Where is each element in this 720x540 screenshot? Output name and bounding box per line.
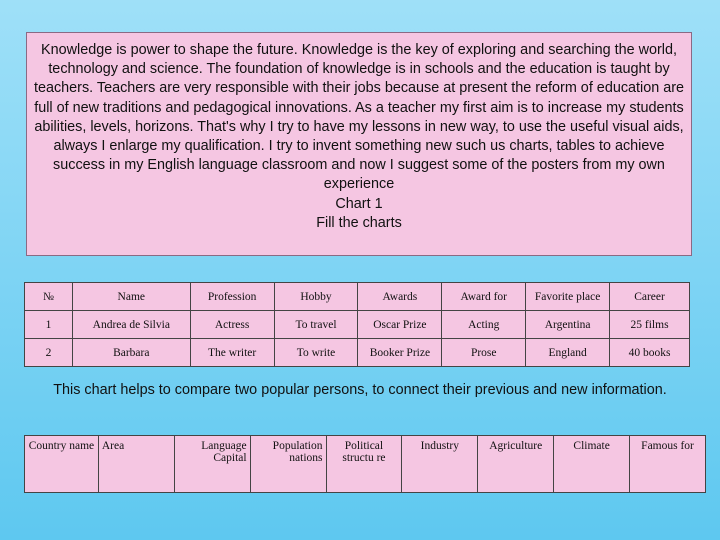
header-cell: Population nations xyxy=(250,436,326,493)
header-cell: Agriculture xyxy=(478,436,554,493)
table-cell: Barbara xyxy=(72,339,190,367)
header-cell: Political structu re xyxy=(326,436,402,493)
header-cell: Career xyxy=(610,283,690,311)
header-cell: Climate xyxy=(554,436,630,493)
header-cell: Language Capital xyxy=(174,436,250,493)
table-cell: Acting xyxy=(442,311,526,339)
instruction-text: Fill the charts xyxy=(316,214,402,231)
intro-text-box xyxy=(26,32,692,256)
header-cell: Hobby xyxy=(274,283,358,311)
header-cell: Country name xyxy=(25,436,99,493)
table-cell: Actress xyxy=(190,311,274,339)
table-cell: England xyxy=(526,339,610,367)
table-cell: Booker Prize xyxy=(358,339,442,367)
table-row xyxy=(25,311,690,339)
table-cell: To write xyxy=(274,339,358,367)
table-row xyxy=(25,339,690,367)
header-cell: Industry xyxy=(402,436,478,493)
table-cell: Argentina xyxy=(526,311,610,339)
header-cell: Famous for xyxy=(630,436,706,493)
chart-label: Chart 1 xyxy=(335,195,383,212)
country-comparison-table xyxy=(24,435,706,493)
header-cell: Name xyxy=(72,283,190,311)
intro-paragraph: Knowledge is power to shape the future. Knowledge is the key of exploring and searching the world, technology and science. The foundation of knowledge is in schools and the education is taught by teachers. Teachers are very responsible with their jobs because at present the reform of education are full of new traditions and pedagogical innovations. As a teacher my first aim is to increase my students abilities, levels, horizons. That's why I try to have my lessons in new way, to use the useful visual aids, always I enlarge my qualification. I try to invent something new such us charts, tables to achieve success in my English language classroom and now I suggest some of the posters from my own experience xyxy=(33,42,685,193)
table-cell: Prose xyxy=(442,339,526,367)
header-cell: Awards xyxy=(358,283,442,311)
table-header-row xyxy=(25,436,706,493)
table-cell: The writer xyxy=(190,339,274,367)
header-cell: № xyxy=(25,283,73,311)
table-cell: Oscar Prize xyxy=(358,311,442,339)
persons-comparison-table xyxy=(24,282,690,367)
chart-caption: This chart helps to compare two popular persons, to connect their previous and new information. xyxy=(53,382,667,398)
header-cell: Profession xyxy=(190,283,274,311)
header-cell: Award for xyxy=(442,283,526,311)
table-cell: 25 films xyxy=(610,311,690,339)
table-cell: 40 books xyxy=(610,339,690,367)
header-cell: Area xyxy=(98,436,174,493)
table-cell: 1 xyxy=(25,311,73,339)
header-cell: Favorite place xyxy=(526,283,610,311)
table-cell: Andrea de Silvia xyxy=(72,311,190,339)
table-cell: 2 xyxy=(25,339,73,367)
table-header-row xyxy=(25,283,690,311)
table-cell: To travel xyxy=(274,311,358,339)
